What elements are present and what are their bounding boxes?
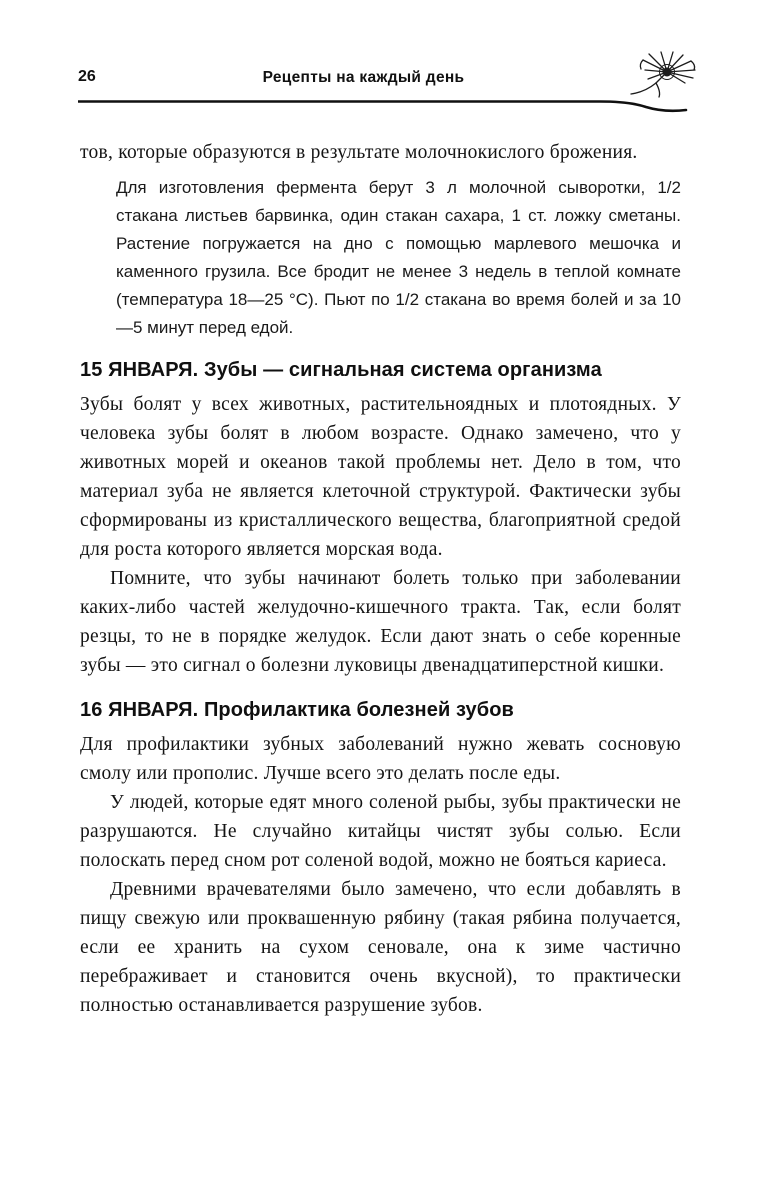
paragraph: Помните, что зубы начинают болеть только при заболевании каких-либо частей желудочно-кишечного тракта. Так, если болят резцы, то не в порядке желудок. Если дают знать о себе коренные зубы — это сигнал о болезни луковицы двенадцатиперстной кишки. <box>80 568 681 676</box>
running-title: Рецепты на каждый день <box>262 69 465 86</box>
section-heading-15-january: 15 ЯНВАРЯ. Зубы — сигнальная система организма <box>80 359 602 381</box>
header-divider <box>78 97 689 120</box>
header-row <box>78 68 689 92</box>
page-header <box>78 68 689 120</box>
paragraph: У людей, которые едят много соленой рыбы, зубы практически не разрушаются. Не случайно китайцы чистят зубы солью. Если полоскать перед сном рот соленой водой, можно не бояться кариеса. <box>80 792 681 871</box>
paragraph: Древними врачевателями было замечено, что если добавлять в пищу свежую или проквашенную рябину (такая рябина получается, если ее хранить на сухом сеновале, она к зиме частично перебраживает и становится очень вкусной), то практически полностью останавливается разрушение зубов. <box>80 879 681 1016</box>
paragraph-continuation: тов, которые образуются в результате молочнокислого брожения. <box>80 142 638 163</box>
page-content <box>80 138 681 1020</box>
flower-decoration-icon <box>615 50 703 103</box>
page-number: 26 <box>78 68 96 85</box>
paragraph: Зубы болят у всех животных, растительноядных и плотоядных. У человека зубы болят в любом возрасте. Однако замечено, что у животных морей и океанов такой проблемы нет. Дело в том, что материал зуба не является клеточной структурой. Фактически зубы сформированы из кристаллического вещества, благоприятной средой для роста которого является морская вода. <box>80 394 681 560</box>
recipe-note: Для изготовления фермента берут 3 л молочной сыворотки, 1/2 стакана листьев барвинка, один стакан сахара, 1 ст. ложку сметаны. Растение погружается на дно с помощью марлевого мешочка и каменного грузила. Все бродит не менее 3 недель в теплой комнате (температура 18—25 °С). Пьют по 1/2 стакана во время болей и за 10—5 минут перед едой. <box>116 178 681 337</box>
paragraph: Для профилактики зубных заболеваний нужно жевать сосновую смолу или прополис. Лучше всего это делать после еды. <box>80 734 681 784</box>
section-heading-16-january: 16 ЯНВАРЯ. Профилактика болезней зубов <box>80 699 514 721</box>
